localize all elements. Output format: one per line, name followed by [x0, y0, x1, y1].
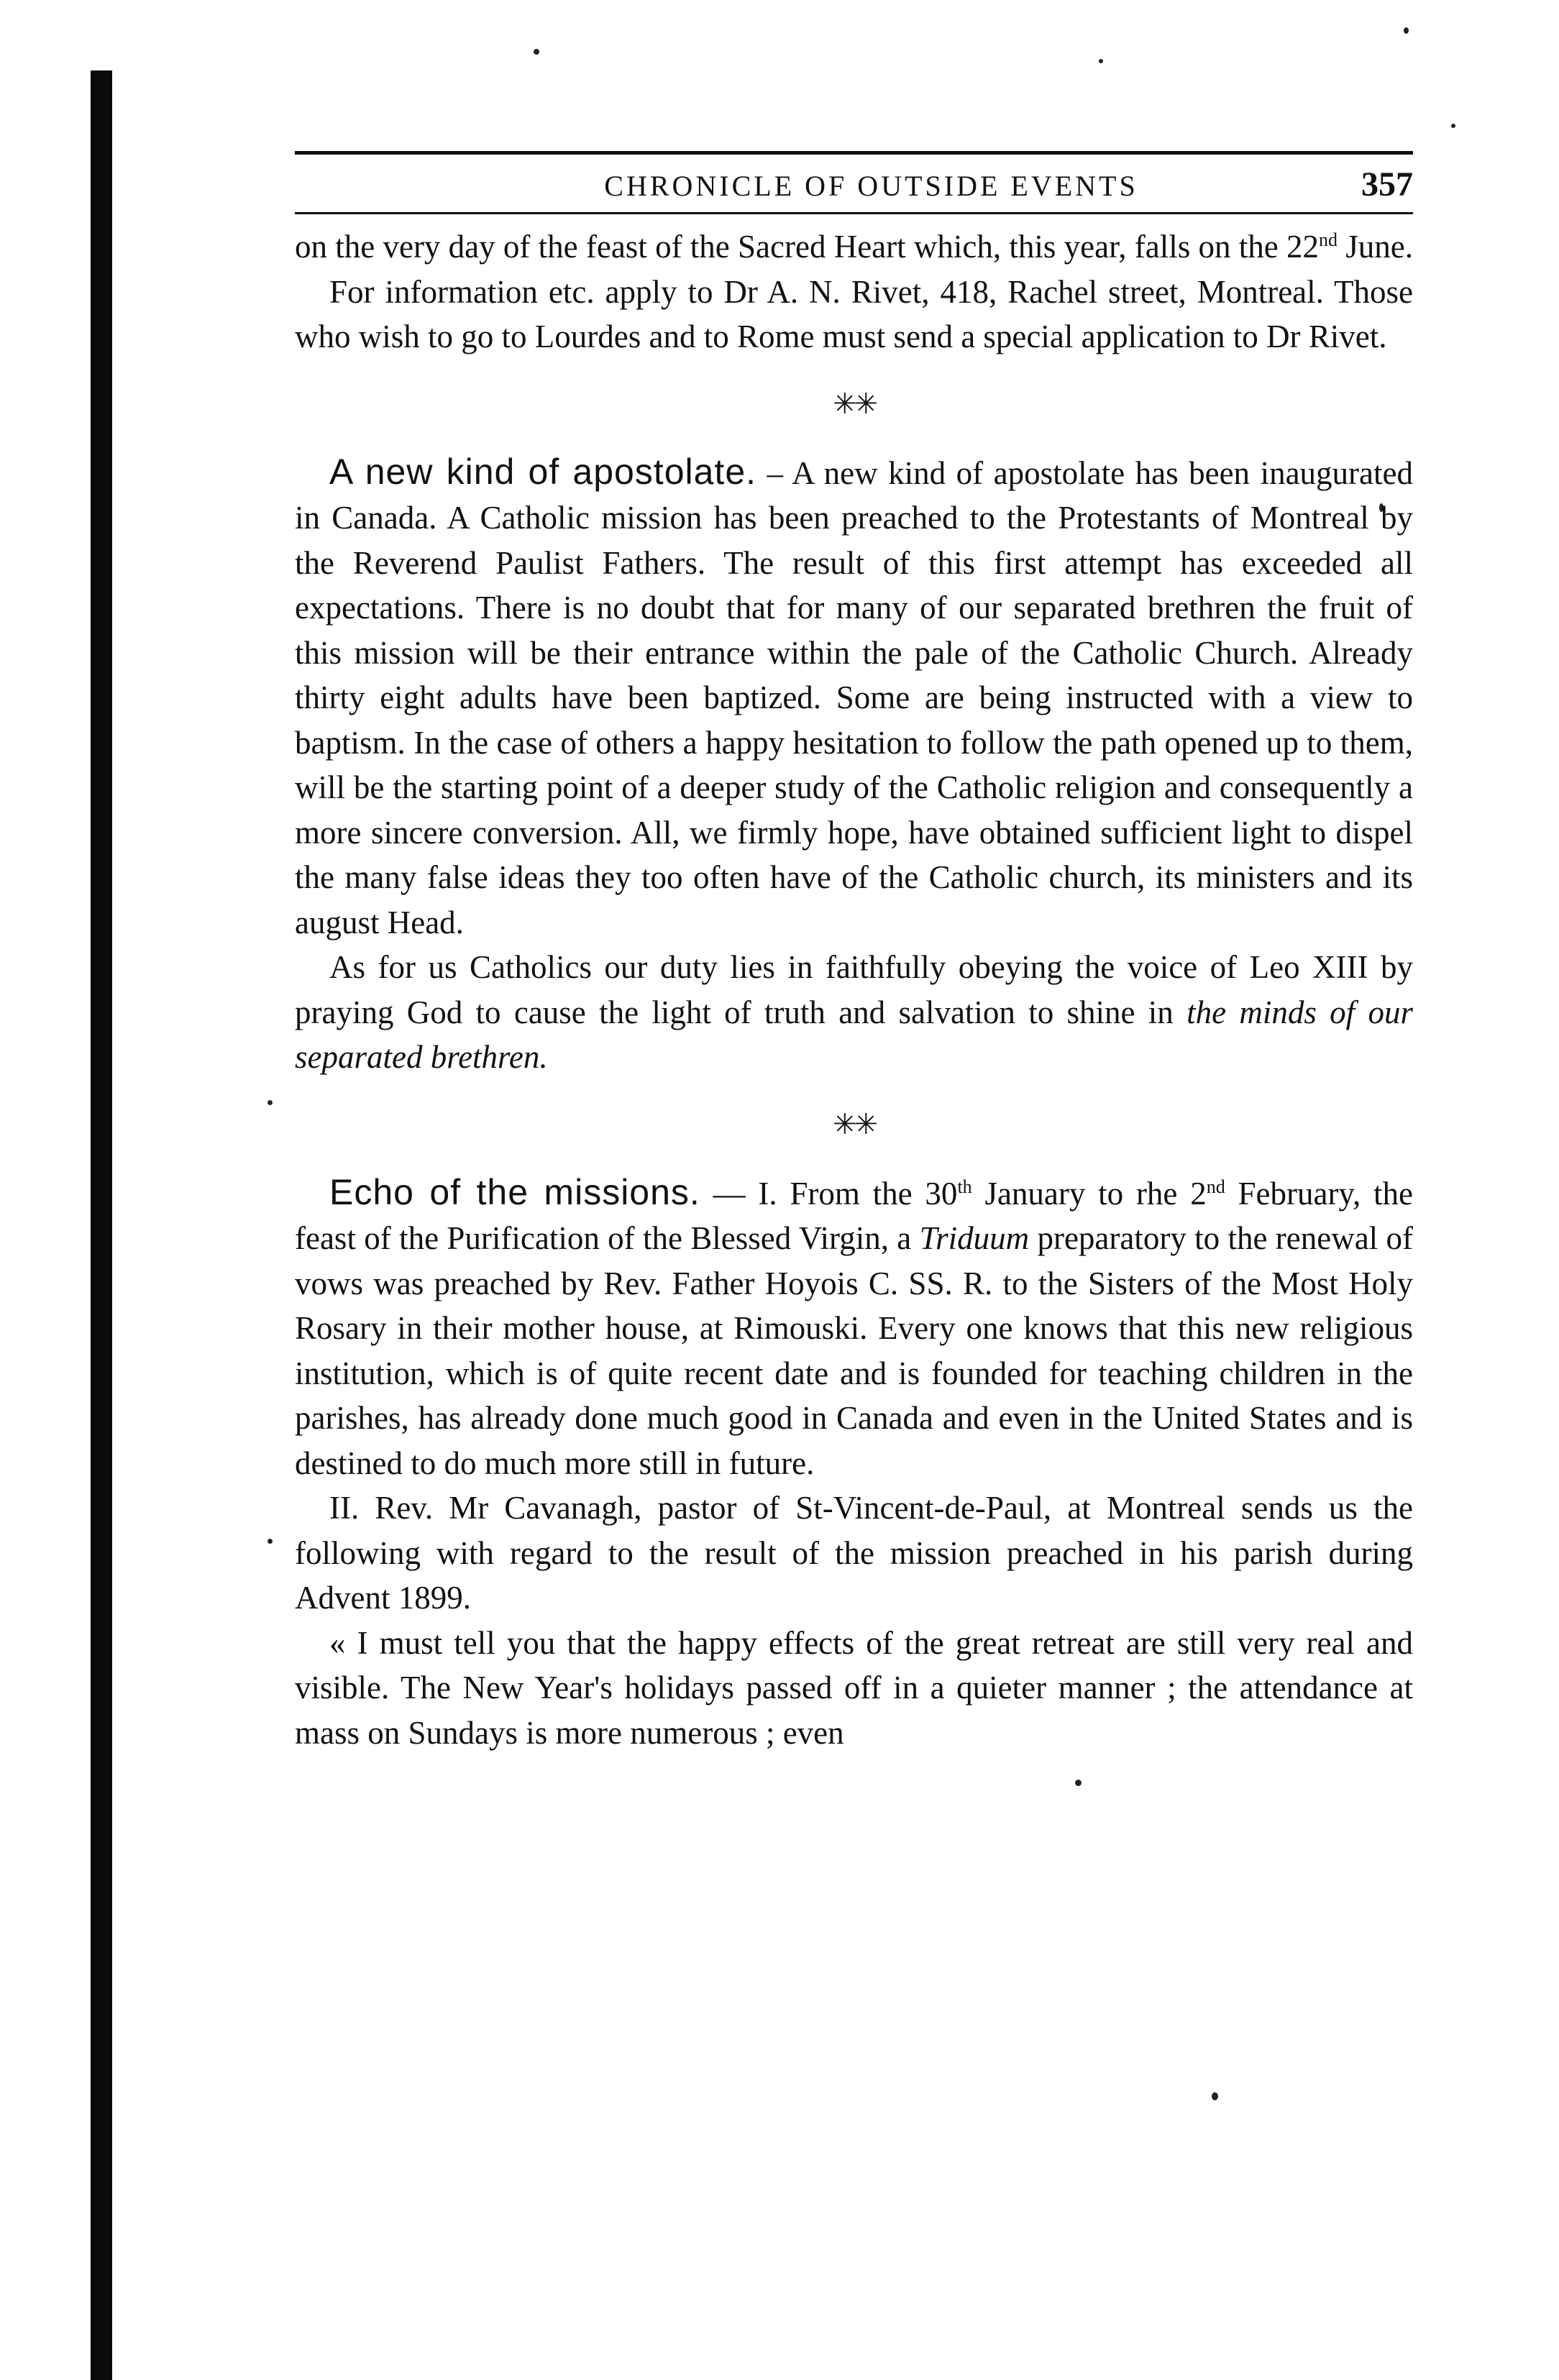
- missions-paragraph-2: II. Rev. Mr Cavanagh, pastor of St-Vincent-de-Paul, at Montreal sends us the following with regard to the result of the mission preached in his parish during Advent 1899.: [295, 1490, 1413, 1616]
- running-head: [295, 165, 1413, 209]
- info-paragraph: For information etc. apply to Dr A. N. Rivet, 418, Rachel street, Montreal. Those who wish to go to Lourdes and to Rome must send a special application to Dr Rivet.: [295, 273, 1413, 354]
- apostolate-body: A new kind of apostolate has been inaugurated in Canada. A Catholic mission has been preached to the Protestants of Montreal by the Reverend Paulist Fathers. The result of this first attempt has exceeded all expectations. There is no doubt that for many of our separated brethren the fruit of this mission will be their entrance within the pale of the Catholic Church. Already thirty eight adults have been baptized. Some are being instructed with a view to baptism. In the case of others a happy hesitation to follow the path opened up to them, will be the starting point of a deeper study of the Catholic religion and consequently a more sincere conversion. All, we firmly hope, have obtained sufficient light to dispel the many false ideas they too often have of the Catholic church, its ministers and its august Head.: [295, 454, 1413, 940]
- missions-text: I. From the 30: [758, 1175, 958, 1212]
- ordinal-suffix: nd: [1318, 229, 1338, 250]
- print-speck: [1099, 59, 1103, 63]
- apostolate-paragraph: [295, 449, 1413, 946]
- print-speck: [268, 1539, 273, 1544]
- running-head-title: CHRONICLE OF OUTSIDE EVENTS: [604, 170, 1138, 202]
- apostolate-italic: the minds of our separated brethren.: [295, 994, 1413, 1075]
- header-rule-bottom: [295, 212, 1413, 214]
- ordinal-suffix: th: [957, 1176, 972, 1197]
- ordinal-suffix: nd: [1206, 1176, 1225, 1197]
- apostolate-paragraph-2: [295, 945, 1413, 1080]
- page-number: 357: [1361, 165, 1413, 203]
- heading-dash: —: [700, 1175, 759, 1212]
- missions-text: February, the feast of the Purification of the Blessed Virgin, a: [295, 1175, 1414, 1256]
- apostolate-body-2: As for us Catholics our duty lies in faithfully obeying the voice of Leo XIII by praying God to cause the light of truth and salvation to shine in: [295, 949, 1413, 1030]
- missions-paragraph-3: « I must tell you that the happy effects of the great retreat are still very real and visible. The New Year's holidays passed off in a quieter manner ; the attendance at mass on Sundays is more numerous ; even: [295, 1624, 1413, 1751]
- intro-text-end: June.: [1337, 229, 1413, 265]
- missions-text: January to rhe 2: [971, 1175, 1207, 1212]
- section-ornament: ✳✳: [832, 1107, 876, 1140]
- missions-paragraph-1: [295, 1170, 1413, 1486]
- book-spine-shadow: [91, 70, 112, 2380]
- print-speck: [1075, 1780, 1082, 1786]
- section-heading-missions: Echo of the missions.: [329, 1171, 700, 1212]
- heading-dash: –: [756, 454, 792, 491]
- print-speck: [268, 1100, 273, 1105]
- section-heading-apostolate: A new kind of apostolate.: [329, 451, 757, 492]
- print-speck: [1404, 27, 1409, 34]
- page-content: [295, 151, 1413, 1755]
- intro-text: on the very day of the feast of the Sacred Heart which, this year, falls on the 22: [295, 229, 1319, 265]
- missions-italic: Triduum: [919, 1220, 1030, 1256]
- missions-text: preparatory to the renewal of vows was preached by Rev. Father Hoyois C. SS. R. to the Sisters of the Most Holy Rosary in their mother house, at Rimouski. Every one knows that this new religious institution, which is of quite recent date and is founded for teaching children in the parishes, has already done much good in Canada and even in the United States and is destined to do much more still in future.: [295, 1220, 1413, 1481]
- header-rule-top: [295, 151, 1413, 155]
- print-speck: [1212, 2092, 1218, 2100]
- intro-paragraph: [295, 224, 1413, 270]
- print-speck: [534, 49, 539, 55]
- section-ornament: ✳✳: [832, 387, 876, 420]
- print-speck: [1451, 124, 1455, 128]
